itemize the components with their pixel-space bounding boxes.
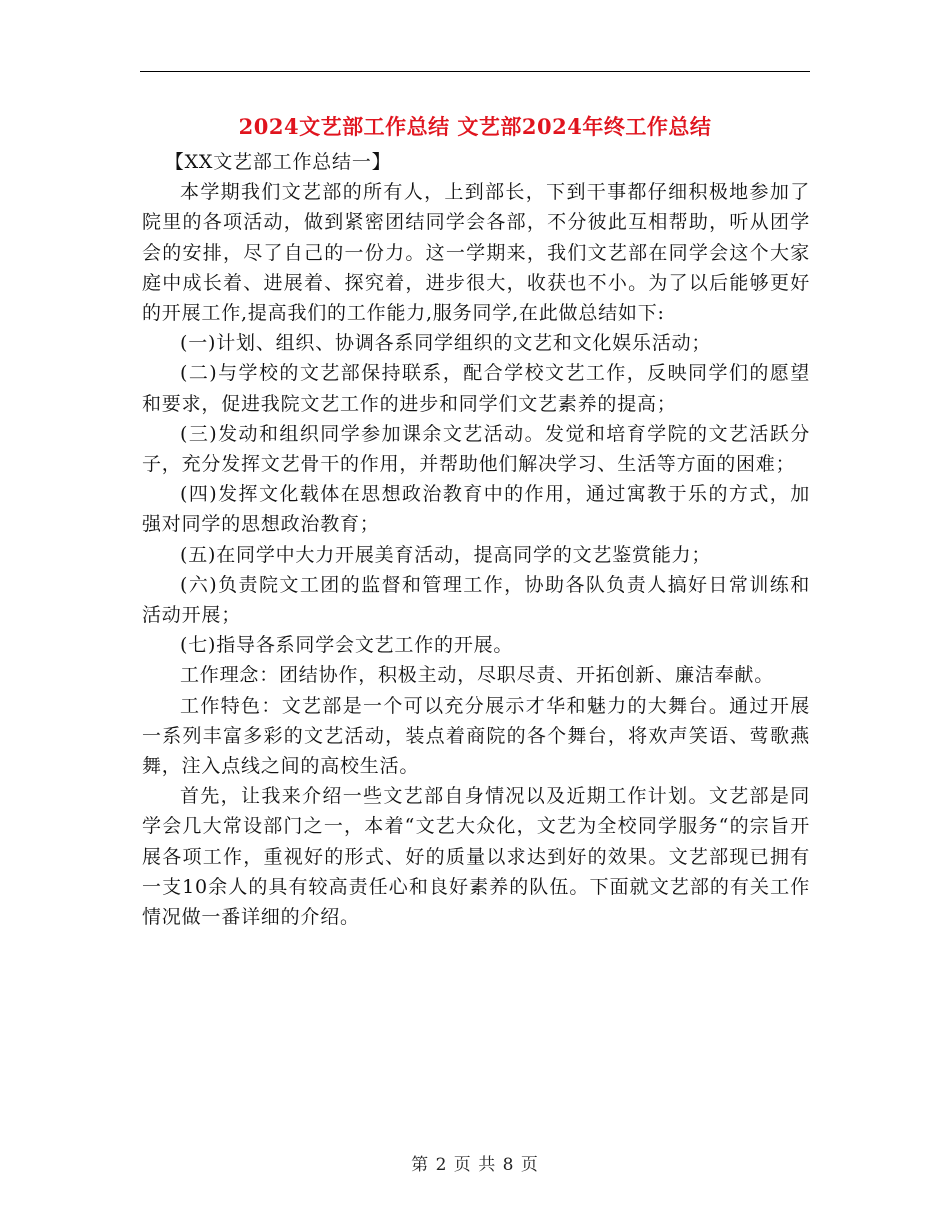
paragraph-item-5: (五)在同学中大力开展美育活动，提高同学的文艺鉴赏能力； <box>180 543 712 566</box>
paragraph-item-7: (七)指导各系同学会文艺工作的开展。 <box>180 634 514 657</box>
page-number: 第 2 页 共 8 页 <box>411 1155 539 1175</box>
header-rule <box>140 71 810 72</box>
section-heading: 【XX文艺部工作总结一】 <box>164 151 392 173</box>
document-title: 2024文艺部工作总结 文艺部2024年终工作总结 <box>238 114 712 139</box>
paragraph-item-1: (一)计划、组织、协调各系同学组织的文艺和文化娱乐活动； <box>180 332 712 355</box>
paragraph-introduction: 首先，让我来介绍一些文艺部自身情况以及近期工作计划。文艺部是同学会几大常设部门之一，本着“文艺大众化，文艺为全校同学服务“的宗旨开展各项工作，重视好的形式、好的质量以求达到好的效果。文艺部现已拥有一支10余人的具有较高责任心和良好素养的队伍。下面就文艺部的有关工作情况做一番详细的介绍。 <box>142 785 810 929</box>
document-body <box>142 147 810 932</box>
paragraph-work-philosophy: 工作理念：团结协作，积极主动，尽职尽责、开拓创新、廉洁奉献。 <box>180 664 775 687</box>
paragraph-item-2: (二)与学校的文艺部保持联系，配合学校文艺工作，反映同学们的愿望和要求，促进我院文艺工作的进步和同学们文艺素养的提高； <box>142 362 810 415</box>
paragraph-work-features: 工作特色：文艺部是一个可以充分展示才华和魅力的大舞台。通过开展一系列丰富多彩的文艺活动，装点着商院的各个舞台，将欢声笑语、莺歌燕舞，注入点线之间的高校生活。 <box>142 694 810 778</box>
paragraph-intro: 本学期我们文艺部的所有人，上到部长，下到干事都仔细积极地参加了院里的各项活动，做到紧密团结同学会各部，不分彼此互相帮助，听从团学会的安排，尽了自己的一份力。这一学期来，我们文艺部在同学会这个大家庭中成长着、进展着、探究着，进步很大，收获也不小。为了以后能够更好的开展工作,提高我们的工作能力,服务同学,在此做总结如下: <box>142 181 810 325</box>
paragraph-item-6: (六)负责院文工团的监督和管理工作，协助各队负责人搞好日常训练和活动开展； <box>142 573 810 627</box>
paragraph-item-4: (四)发挥文化载体在思想政治教育中的作用，通过寓教于乐的方式，加强对同学的思想政治教育； <box>142 483 810 536</box>
paragraph-item-3: (三)发动和组织同学参加课余文艺活动。发觉和培育学院的文艺活跃分子，充分发挥文艺骨干的作用，并帮助他们解决学习、生活等方面的困难； <box>142 422 810 476</box>
